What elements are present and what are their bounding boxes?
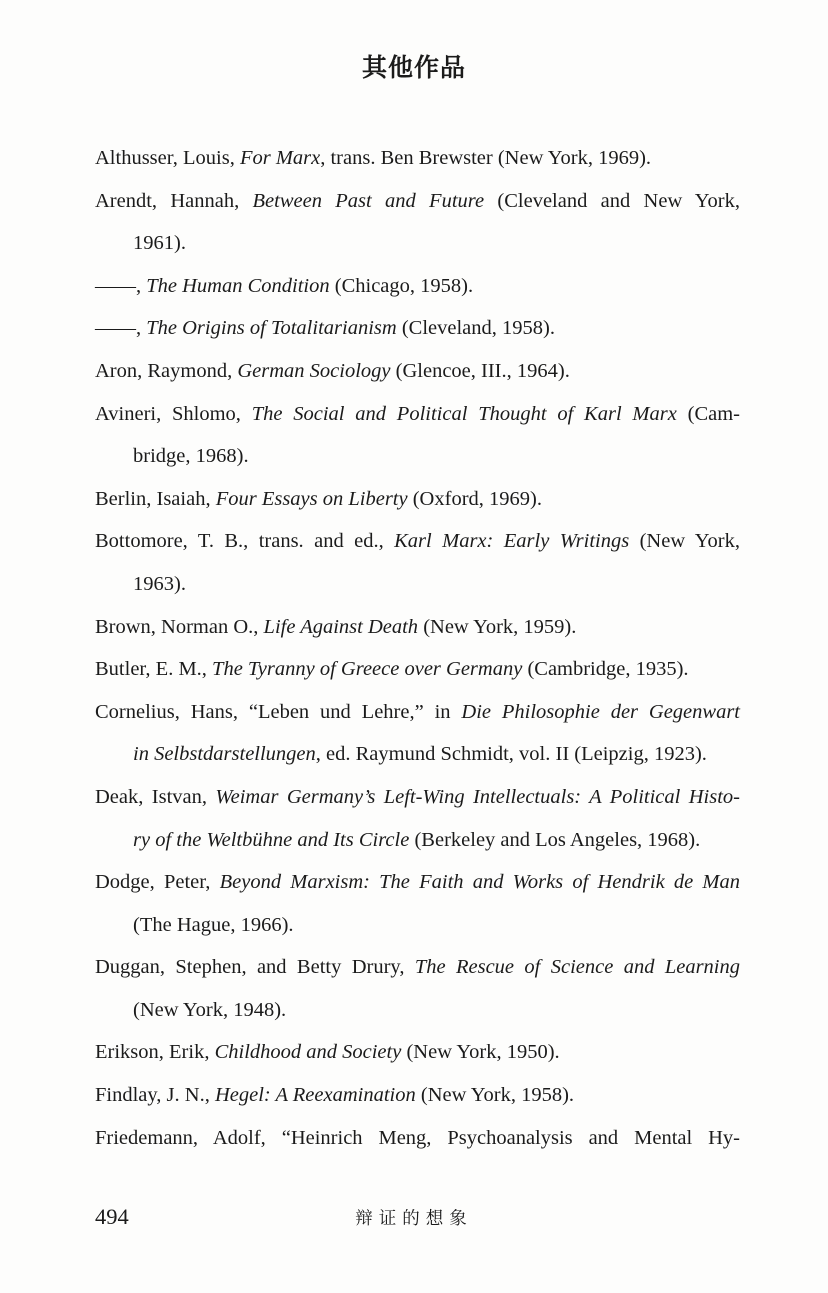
- text-segment: (The Hague, 1966).: [133, 913, 294, 936]
- title-segment: Beyond Marxism: The Faith and Works of Hendrik de Man: [219, 871, 740, 894]
- text-segment: Duggan, Stephen, and Betty Drury,: [95, 956, 415, 979]
- title-segment: German Sociology: [237, 359, 391, 382]
- text-segment: , trans. Ben Brewster (New York, 1969).: [320, 147, 652, 169]
- text-segment: Avineri, Shlomo,: [95, 402, 252, 425]
- text-segment: 1963).: [133, 572, 186, 595]
- text-segment: (New York,: [629, 530, 740, 553]
- bibliography-line: [95, 222, 740, 265]
- bibliography-line: [95, 478, 740, 521]
- title-segment: For Marx: [239, 147, 321, 169]
- text-segment: (New York, 1959).: [418, 615, 577, 638]
- text-segment: bridge, 1968).: [133, 445, 249, 468]
- text-segment: ——,: [95, 274, 147, 297]
- bibliography-line: [95, 819, 740, 862]
- page-footer: [0, 1200, 828, 1234]
- text-segment: Brown, Norman O.,: [95, 615, 264, 638]
- bibliography-line: [95, 904, 740, 947]
- text-segment: Cornelius, Hans, “Leben und Lehre,” in: [95, 700, 462, 723]
- bibliography-line: [95, 435, 740, 478]
- title-segment: Die Philosophie der Gegenwart: [461, 700, 740, 723]
- text-segment: ——,: [95, 317, 147, 340]
- text-segment: (Glencoe, III., 1964).: [390, 359, 570, 382]
- bibliography-line: [95, 307, 740, 350]
- bibliography-line: [95, 606, 740, 649]
- text-segment: (Berkeley and Los Angeles, 1968).: [409, 828, 701, 851]
- text-segment: Arendt, Hannah,: [95, 189, 253, 212]
- bibliography-line: [95, 776, 740, 819]
- bibliography-line: [95, 946, 740, 989]
- text-segment: (Cleveland and New York,: [484, 189, 740, 212]
- text-segment: (New York, 1948).: [133, 998, 287, 1021]
- text-segment: Althusser, Louis,: [95, 147, 240, 169]
- title-segment: The Rescue of Science and Learning: [414, 956, 740, 979]
- title-segment: The Origins of Totalitarianism: [146, 317, 397, 340]
- title-segment: Karl Marx: Early Writings: [394, 530, 630, 553]
- bibliography-line: [95, 861, 740, 904]
- text-segment: (New York, 1950).: [401, 1041, 560, 1064]
- running-title: 辩证的想象: [355, 1208, 473, 1228]
- text-segment: Friedemann, Adolf, “Heinrich Meng, Psychoanalysis and Mental Hy-: [95, 1126, 740, 1149]
- bibliography-line: [95, 1074, 740, 1117]
- text-segment: Dodge, Peter,: [95, 871, 220, 894]
- text-segment: 1961).: [133, 232, 186, 255]
- title-segment: The Human Condition: [146, 274, 330, 297]
- text-segment: (Cleveland, 1958).: [396, 317, 555, 340]
- title-segment: Life Against Death: [263, 615, 419, 638]
- text-segment: Findlay, J. N.,: [95, 1084, 215, 1107]
- text-segment: (New York, 1958).: [415, 1084, 575, 1107]
- title-segment: Weimar Germany’s Left-Wing Intellectuals: A Political Histo-: [215, 785, 740, 808]
- text-segment: (Cambridge, 1935).: [522, 658, 689, 681]
- bibliography-line: [95, 265, 740, 308]
- title-segment: Childhood and Society: [214, 1041, 402, 1064]
- bibliography-line: [95, 1031, 740, 1074]
- page-title: 其他作品: [361, 55, 466, 82]
- bibliography-line: [95, 180, 740, 223]
- title-segment: in Selbstdarstellungen: [133, 743, 316, 766]
- bibliography-line: [95, 137, 740, 180]
- bibliography-line: [95, 733, 740, 776]
- title-segment: Between Past and Future: [252, 189, 485, 212]
- text-segment: Butler, E. M.,: [95, 658, 213, 681]
- text-segment: , ed. Raymund Schmidt, vol. II (Leipzig, 1923).: [315, 743, 707, 766]
- text-segment: Erikson, Erik,: [95, 1041, 215, 1064]
- title-segment: The Social and Political Thought of Karl Marx: [251, 402, 677, 425]
- bibliography-line: [95, 648, 740, 691]
- text-segment: (Chicago, 1958).: [329, 274, 474, 297]
- text-segment: Bottomore, T. B., trans. and ed.,: [95, 530, 395, 553]
- bibliography-line: [95, 691, 740, 734]
- title-segment: The Tyranny of Greece over Germany: [212, 658, 523, 681]
- bibliography-line: [95, 563, 740, 606]
- bibliography-line: [95, 393, 740, 436]
- text-segment: (Cam-: [676, 402, 740, 425]
- text-segment: Berlin, Isaiah,: [95, 487, 216, 510]
- bibliography-line: [95, 1117, 740, 1160]
- title-segment: Hegel: A Reexamination: [214, 1084, 416, 1107]
- bibliography-line: [95, 989, 740, 1032]
- bibliography-line: [95, 520, 740, 563]
- text-segment: Deak, Istvan,: [95, 785, 216, 808]
- title-segment: Four Essays on Liberty: [215, 487, 408, 510]
- bibliography: [95, 137, 740, 1159]
- text-segment: Aron, Raymond,: [95, 359, 238, 382]
- page-number: 494: [95, 1204, 129, 1229]
- bibliography-line: [95, 350, 740, 393]
- text-segment: (Oxford, 1969).: [407, 487, 542, 510]
- title-segment: ry of the Weltbühne and Its Circle: [133, 828, 410, 851]
